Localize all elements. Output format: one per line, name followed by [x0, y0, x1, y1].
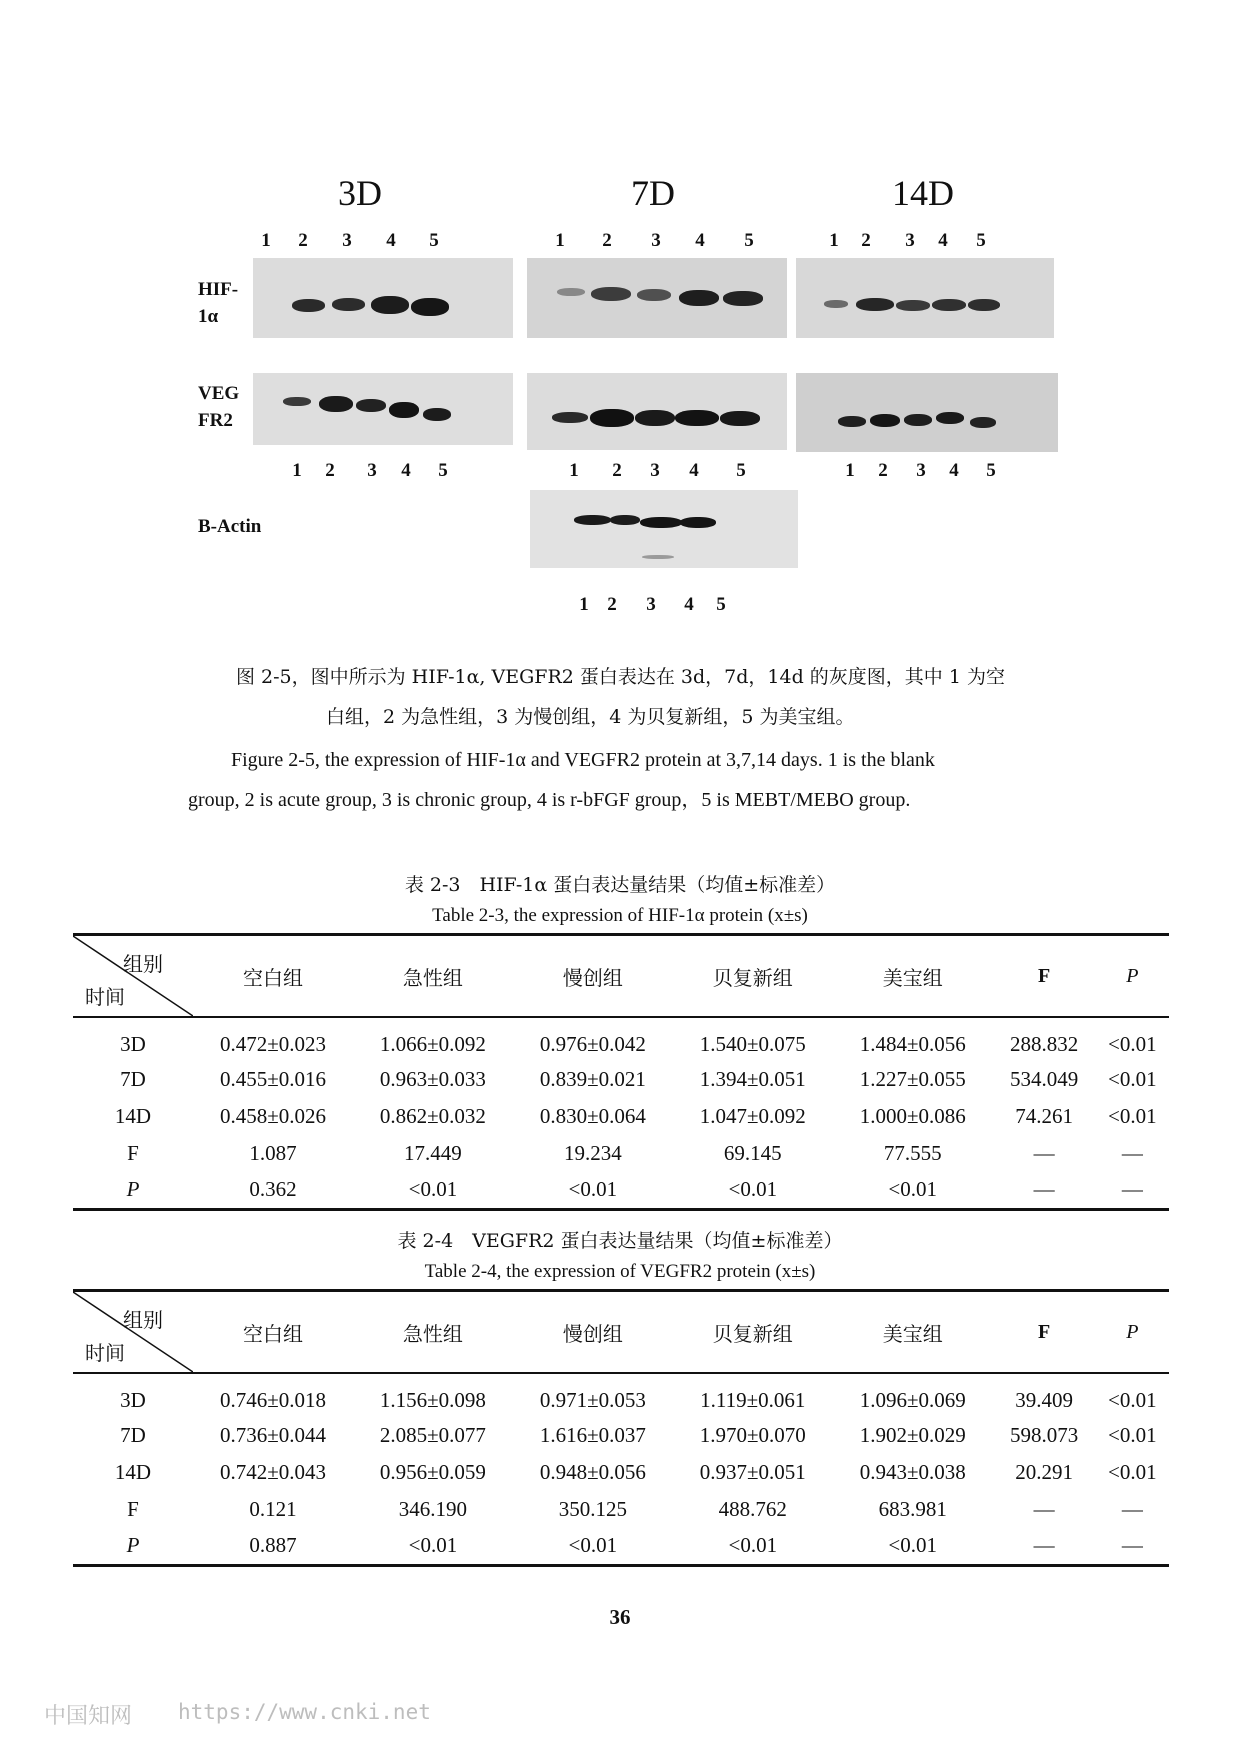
table-cell: 0.956±0.059 [379, 1460, 486, 1484]
table-cell: 350.125 [558, 1497, 627, 1521]
column-header: 慢创组 [562, 965, 623, 990]
table-row [73, 1098, 1169, 1135]
table-cell: 0.458±0.026 [219, 1104, 326, 1128]
table-row [73, 1528, 1169, 1565]
band [838, 416, 866, 427]
table-cell: 683.981 [878, 1497, 947, 1521]
table-header-row [73, 1291, 1169, 1374]
table-cell: — [1033, 1497, 1055, 1521]
band [356, 399, 386, 412]
lane-numbers-bottom [0, 594, 1240, 616]
figure-caption-zh-line1: 图 2-5，图中所示为 HIF-1α, VEGFR2 蛋白表达在 3d，7d，14d 的灰度图，其中 1 为空 [236, 666, 1005, 688]
lane-number: 1 [845, 460, 855, 481]
cnki-watermark-logo: 中国知网 [44, 1704, 133, 1729]
corner-time-label: 时间 [85, 1341, 125, 1365]
band [591, 287, 631, 301]
blot-vegfr2-7d [527, 373, 787, 450]
table-cell: — [1121, 1177, 1143, 1202]
cnki-watermark-url: https://www.cnki.net [178, 1700, 431, 1724]
table-2-3 [73, 933, 1169, 1211]
table-row [73, 1135, 1169, 1172]
lane-number: 5 [438, 460, 448, 481]
band [932, 299, 966, 311]
lane-number: 3 [367, 460, 377, 481]
corner-group-label: 组别 [123, 952, 163, 976]
table-cell: <0.01 [728, 1177, 778, 1202]
band [423, 408, 451, 421]
table-cell: 0.839±0.021 [539, 1067, 646, 1091]
row-label-line: FR2 [198, 410, 233, 431]
table-cell: <0.01 [1108, 1423, 1157, 1447]
lane-number: 2 [607, 594, 617, 615]
table-cell: 1.540±0.075 [699, 1032, 806, 1056]
table-cell: 3D [120, 1032, 146, 1056]
table-cell: — [1121, 1497, 1143, 1521]
lane-number: 2 [325, 460, 335, 481]
table-cell: 0.736±0.044 [219, 1423, 326, 1447]
time-label-3d: 3D [338, 173, 382, 213]
lane-number: 4 [938, 230, 948, 251]
table-header-row [73, 935, 1169, 1018]
table-cell: 0.862±0.032 [379, 1104, 486, 1128]
table-cell: <0.01 [1108, 1104, 1157, 1128]
table-cell: 1.156±0.098 [379, 1388, 486, 1412]
column-header: 贝复新组 [712, 1321, 793, 1346]
lane-number: 2 [612, 460, 622, 481]
table-row [73, 1491, 1169, 1528]
table-cell: 1.970±0.070 [699, 1423, 806, 1447]
band [896, 300, 930, 311]
band [411, 298, 449, 316]
lane-number: 4 [695, 230, 705, 251]
table-cell: F [127, 1497, 139, 1521]
table-cell: P [126, 1533, 140, 1558]
table-cell: 1.000±0.086 [859, 1104, 966, 1128]
lane-number: 5 [976, 230, 986, 251]
table-cell: <0.01 [408, 1533, 458, 1558]
table-cell: 534.049 [1010, 1067, 1079, 1091]
row-label-line: 1α [198, 306, 219, 327]
lane-number: 3 [646, 594, 656, 615]
table-cell: 77.555 [883, 1141, 942, 1165]
column-header: P [1126, 964, 1139, 987]
table-cell: 3D [120, 1388, 146, 1412]
band [870, 414, 900, 427]
band [642, 555, 674, 559]
time-label-14d: 14D [892, 173, 954, 213]
band [679, 290, 719, 306]
band [723, 291, 763, 306]
table-cell: 0.121 [249, 1497, 297, 1521]
time-label-7d: 7D [631, 173, 675, 213]
table-cell: 1.119±0.061 [700, 1388, 806, 1412]
table-cell: — [1121, 1533, 1143, 1558]
table-cell: 7D [120, 1423, 146, 1447]
table-cell: 1.902±0.029 [859, 1423, 966, 1447]
lane-number: 3 [916, 460, 926, 481]
table-cell: 0.362 [249, 1177, 297, 1202]
table-cell: 288.832 [1010, 1032, 1079, 1056]
band [936, 412, 964, 424]
lane-number: 4 [386, 230, 396, 251]
lane-number: 2 [878, 460, 888, 481]
table-row [73, 1417, 1169, 1454]
table-cell: 0.963±0.033 [379, 1067, 486, 1091]
table-corner-cell [73, 935, 193, 1018]
table-cell: <0.01 [1108, 1388, 1157, 1412]
lane-number: 5 [736, 460, 746, 481]
table-cell: — [1121, 1141, 1143, 1165]
blot-vegfr2-3d [253, 373, 513, 445]
table-cell: 69.145 [723, 1141, 782, 1165]
table-cell: 1.227±0.055 [859, 1067, 966, 1091]
table-cell: <0.01 [568, 1533, 618, 1558]
table-cell: 0.943±0.038 [859, 1460, 966, 1484]
band [590, 409, 634, 427]
column-header: P [1126, 1320, 1139, 1343]
lane-number: 3 [651, 230, 661, 251]
figure-caption-zh-line2: 白组，2 为急性组，3 为慢创组，4 为贝复新组，5 为美宝组。 [326, 706, 855, 728]
table-cell: <0.01 [728, 1533, 778, 1558]
blot-vegfr2-14d [796, 373, 1058, 452]
band [720, 411, 760, 426]
band [968, 299, 1000, 311]
band [680, 517, 716, 528]
band [319, 396, 353, 412]
lane-number: 2 [602, 230, 612, 251]
table-row [73, 1454, 1169, 1491]
table-cell: 0.887 [249, 1533, 297, 1558]
blot-hif-3d [253, 258, 513, 338]
column-header: 急性组 [402, 965, 463, 990]
table-corner-cell [73, 1291, 193, 1374]
figure-caption-en-line2: group, 2 is acute group, 3 is chronic group, 4 is r-bFGF group，5 is MEBT/MEBO group. [188, 789, 911, 811]
lane-number: 4 [684, 594, 694, 615]
lane-number: 5 [744, 230, 754, 251]
row-label-line: VEG [198, 383, 240, 404]
lane-number: 1 [569, 460, 579, 481]
band [675, 410, 719, 426]
table-cell: 7D [120, 1067, 146, 1091]
table-row [73, 1373, 1169, 1417]
table-cell: 0.948±0.056 [539, 1460, 646, 1484]
table-cell: 0.472±0.023 [219, 1032, 326, 1056]
corner-time-label: 时间 [85, 985, 125, 1009]
table-cell: <0.01 [1108, 1032, 1157, 1056]
column-header: 美宝组 [882, 1321, 943, 1346]
band [970, 417, 996, 428]
band [574, 515, 611, 525]
lane-number: 1 [829, 230, 839, 251]
corner-group-label: 组别 [123, 1308, 163, 1332]
lane-number: 2 [298, 230, 308, 251]
table-2-3-title-zh: 表 2-3 HIF-1α 蛋白表达量结果（均值±标准差） [404, 874, 836, 896]
band [389, 402, 419, 418]
lane-number: 1 [579, 594, 589, 615]
table-row [73, 1172, 1169, 1209]
table-cell: 14D [114, 1104, 152, 1128]
lane-number: 1 [292, 460, 302, 481]
lane-numbers-mid [0, 460, 1240, 482]
band [610, 515, 640, 525]
row-label-hif [198, 276, 238, 330]
column-header: 急性组 [402, 1321, 463, 1346]
row-label-actin: B-Actin [198, 516, 262, 537]
table-cell: 1.394±0.051 [699, 1067, 806, 1091]
table-cell: — [1033, 1141, 1055, 1165]
band [292, 299, 325, 312]
table-cell: P [126, 1177, 140, 1202]
column-header: 慢创组 [562, 1321, 623, 1346]
lane-number: 1 [261, 230, 271, 251]
table-cell: 0.455±0.016 [219, 1067, 326, 1091]
lane-number: 4 [949, 460, 959, 481]
table-cell: 598.073 [1010, 1423, 1079, 1447]
lane-number: 5 [986, 460, 996, 481]
lane-number: 2 [861, 230, 871, 251]
table-cell: 1.096±0.069 [859, 1388, 966, 1412]
blot-hif-14d [796, 258, 1054, 338]
column-header: 空白组 [242, 1321, 303, 1346]
table-cell: <0.01 [1108, 1067, 1157, 1091]
table-cell: 0.937±0.051 [699, 1460, 806, 1484]
lane-numbers-top [0, 230, 1240, 252]
lane-number: 1 [555, 230, 565, 251]
column-header: F [1038, 964, 1051, 987]
lane-number: 4 [401, 460, 411, 481]
table-cell: 19.234 [563, 1141, 622, 1165]
table-cell: 1.616±0.037 [539, 1423, 646, 1447]
table-cell: 20.291 [1015, 1460, 1074, 1484]
band [635, 410, 675, 426]
table-2-4-title-en: Table 2-4, the expression of VEGFR2 protein (x±s) [424, 1261, 816, 1282]
table-cell: 0.830±0.064 [539, 1104, 646, 1128]
band [856, 298, 894, 311]
band [557, 288, 585, 296]
band [552, 412, 588, 423]
lane-number: 5 [429, 230, 439, 251]
table-cell: 346.190 [398, 1497, 468, 1521]
table-cell: — [1033, 1177, 1055, 1202]
table-row [73, 1017, 1169, 1061]
table-cell: 1.087 [249, 1141, 297, 1165]
column-header: 贝复新组 [712, 965, 793, 990]
band [283, 397, 311, 406]
table-2-4-title-zh: 表 2-4 VEGFR2 蛋白表达量结果（均值±标准差） [397, 1230, 843, 1252]
table-row [73, 1061, 1169, 1098]
table-cell: 1.066±0.092 [379, 1032, 486, 1056]
table-cell: 0.976±0.042 [539, 1032, 646, 1056]
table-2-3-title-en: Table 2-3, the expression of HIF-1α protein (x±s) [432, 905, 808, 926]
table-cell: <0.01 [1108, 1460, 1157, 1484]
table-cell: F [127, 1141, 139, 1165]
lane-number: 4 [689, 460, 699, 481]
blot-actin [530, 490, 798, 568]
row-label-vegfr2 [198, 380, 239, 434]
table-cell: 0.742±0.043 [219, 1460, 326, 1484]
table-cell: 488.762 [718, 1497, 787, 1521]
table-cell: — [1033, 1533, 1055, 1558]
table-cell: <0.01 [888, 1177, 938, 1202]
table-cell: 14D [114, 1460, 152, 1484]
table-cell: 1.047±0.092 [699, 1104, 806, 1128]
table-cell: 17.449 [404, 1141, 462, 1165]
lane-number: 3 [342, 230, 352, 251]
band [332, 298, 365, 311]
table-cell: <0.01 [408, 1177, 458, 1202]
lane-number: 5 [716, 594, 726, 615]
row-label-line: HIF- [198, 279, 239, 300]
table-cell: 39.409 [1015, 1388, 1074, 1412]
column-header: 美宝组 [882, 965, 943, 990]
blot-hif-7d [527, 258, 787, 338]
page-number: 36 [609, 1605, 631, 1629]
band [640, 517, 682, 528]
column-header: 空白组 [242, 965, 303, 990]
lane-number: 3 [650, 460, 660, 481]
lane-number: 3 [905, 230, 915, 251]
table-cell: <0.01 [888, 1533, 938, 1558]
table-cell: 0.746±0.018 [219, 1388, 326, 1412]
band [371, 296, 409, 314]
band [637, 289, 671, 301]
figure-caption-en-line1: Figure 2-5, the expression of HIF-1α and VEGFR2 protein at 3,7,14 days. 1 is the blank [231, 749, 935, 771]
column-header: F [1038, 1320, 1051, 1343]
table-cell: 1.484±0.056 [859, 1032, 966, 1056]
band [824, 300, 848, 308]
table-cell: 2.085±0.077 [379, 1423, 486, 1447]
table-cell: 74.261 [1015, 1104, 1074, 1128]
table-2-4 [73, 1289, 1169, 1567]
table-cell: 0.971±0.053 [539, 1388, 646, 1412]
band [904, 414, 932, 426]
table-cell: <0.01 [568, 1177, 618, 1202]
